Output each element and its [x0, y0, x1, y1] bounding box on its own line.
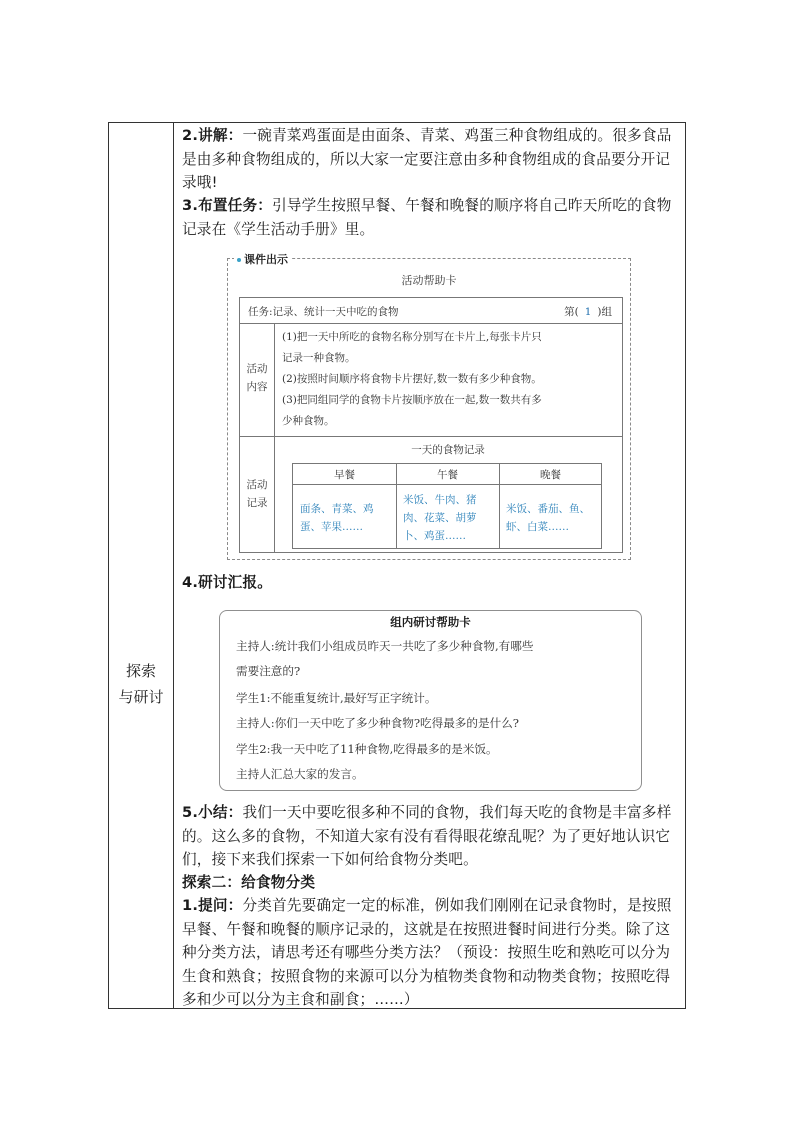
- meal-record-grid: [292, 463, 602, 549]
- content-line: 少种食物。: [282, 415, 335, 427]
- content-label-2: 内容: [246, 381, 268, 393]
- meal-dinner-items: [506, 500, 598, 536]
- courseware-tag: [234, 251, 291, 267]
- activity-card-table: [239, 297, 623, 553]
- discussion-line: 主持人:你们一天中吃了多少种食物?吃得最多的是什么?: [236, 716, 519, 730]
- meal-header-dinner: 晚餐: [540, 469, 561, 481]
- group-number: [564, 304, 612, 319]
- question-1-label: 1.提问：: [182, 897, 243, 914]
- explore-2-heading: [182, 871, 682, 895]
- activity-card-title: 活动帮助卡: [401, 274, 457, 287]
- record-label-1: 活动: [246, 479, 268, 491]
- content-line: (2)按照时间顺序将食物卡片摆好,数一数有多少种食物。: [282, 373, 542, 385]
- step-3-assign: [182, 194, 682, 241]
- meal-item-line: 米饭、牛肉、猪: [403, 494, 477, 506]
- record-row-label: [240, 476, 274, 512]
- step-4-report: [182, 571, 682, 595]
- meal-item-line: 卜、鸡蛋……: [403, 530, 466, 542]
- row-divider: [240, 436, 622, 437]
- group-suffix: )组: [597, 306, 612, 318]
- step-2-explain: [182, 124, 682, 195]
- discussion-line: 学生1:不能重复统计,最好写正字统计。: [236, 691, 437, 705]
- task-text: 任务:记录、统计一天中吃的食物: [248, 306, 399, 318]
- group-num: 1: [584, 306, 592, 318]
- meal-item-line: 虾、白菜……: [506, 521, 569, 533]
- grid-header-divider: [293, 484, 601, 485]
- step-3-label: 3.布置任务：: [182, 197, 273, 214]
- meal-item-line: 肉、花菜、胡萝: [403, 512, 477, 524]
- discussion-line: 学生2:我一天中吃了11种食物,吃得最多的是米饭。: [236, 742, 498, 756]
- meal-item-line: 蛋、苹果……: [300, 521, 363, 533]
- meal-header-breakfast: 早餐: [334, 469, 355, 481]
- question-1: [182, 894, 682, 1012]
- meal-header-lunch: 午餐: [437, 469, 458, 481]
- discussion-line: 主持人:统计我们小组成员昨天一共吃了多少种食物,有哪些: [236, 639, 534, 653]
- content-line: (1)把一天中所吃的食物名称分别写在卡片上,每张卡片只: [282, 331, 542, 343]
- content-row-label: [240, 360, 274, 396]
- meal-item-line: 米饭、番茄、鱼、: [506, 503, 590, 515]
- row-divider: [240, 323, 622, 324]
- step-2-text: 一碗青菜鸡蛋面是由面条、青菜、鸡蛋三种食物组成的。很多食品是由多种食物组成的，所以大家一定要注意由多种食物组成的食品要分开记录哦!: [182, 127, 672, 191]
- discussion-line: 主持人汇总大家的发言。: [236, 767, 364, 781]
- group-prefix: 第(: [564, 306, 579, 318]
- step-5-summary: [182, 801, 682, 872]
- step-2-label: 2.讲解：: [182, 127, 243, 144]
- column-divider: [173, 123, 174, 1008]
- explore-2-title: 探索二：给食物分类: [182, 874, 316, 891]
- step-5-text: 我们一天中要吃很多种不同的食物，我们每天吃的食物是丰富多样的。这么多的食物，不知道大家有没有看得眼花缭乱呢？为了更好地认识它们，接下来我们探索一下如何给食物分类吧。: [182, 804, 672, 868]
- discussion-line: 需要注意的?: [236, 664, 301, 678]
- content-label-1: 活动: [246, 363, 268, 375]
- record-title: 一天的食物记录: [411, 444, 485, 456]
- meal-lunch-items: [403, 491, 495, 545]
- bullet-dot-icon: [237, 258, 241, 262]
- content-line: (3)把同组同学的食物卡片按顺序放在一起,数一数共有多: [282, 394, 542, 406]
- meal-breakfast-items: [300, 500, 392, 536]
- question-1-text: 分类首先要确定一定的标准，例如我们刚刚在记录食物时，是按照早餐、午餐和晚餐的顺序记录的，这就是在按照进餐时间进行分类。除了这种分类方法，请思考还有哪些分类方法？（预设：按照生吃和熟吃可以分为生食和熟食；按照食物的来源可以分为植物类食物和动物类食物；按照吃得多和少可以分为主食和副食；……）: [182, 897, 672, 1008]
- record-label-2: 记录: [246, 497, 268, 509]
- step-5-label: 5.小结：: [182, 804, 243, 821]
- step-3-text: 引导学生按照早餐、午餐和晚餐的顺序将自己昨天所吃的食物记录在《学生活动手册》里。: [182, 197, 672, 238]
- step-4-label: 4.研讨汇报。: [182, 574, 273, 591]
- meal-item-line: 面条、青菜、鸡: [300, 503, 374, 515]
- section-label: [109, 658, 173, 710]
- section-label-line2: 与研讨: [118, 688, 164, 706]
- discussion-card-title: 组内研讨帮助卡: [390, 615, 471, 629]
- courseware-tag-text: 课件出示: [244, 253, 288, 266]
- label-column-divider: [274, 323, 275, 552]
- content-line: 记录一种食物。: [282, 352, 356, 364]
- section-label-line1: 探索: [125, 662, 156, 680]
